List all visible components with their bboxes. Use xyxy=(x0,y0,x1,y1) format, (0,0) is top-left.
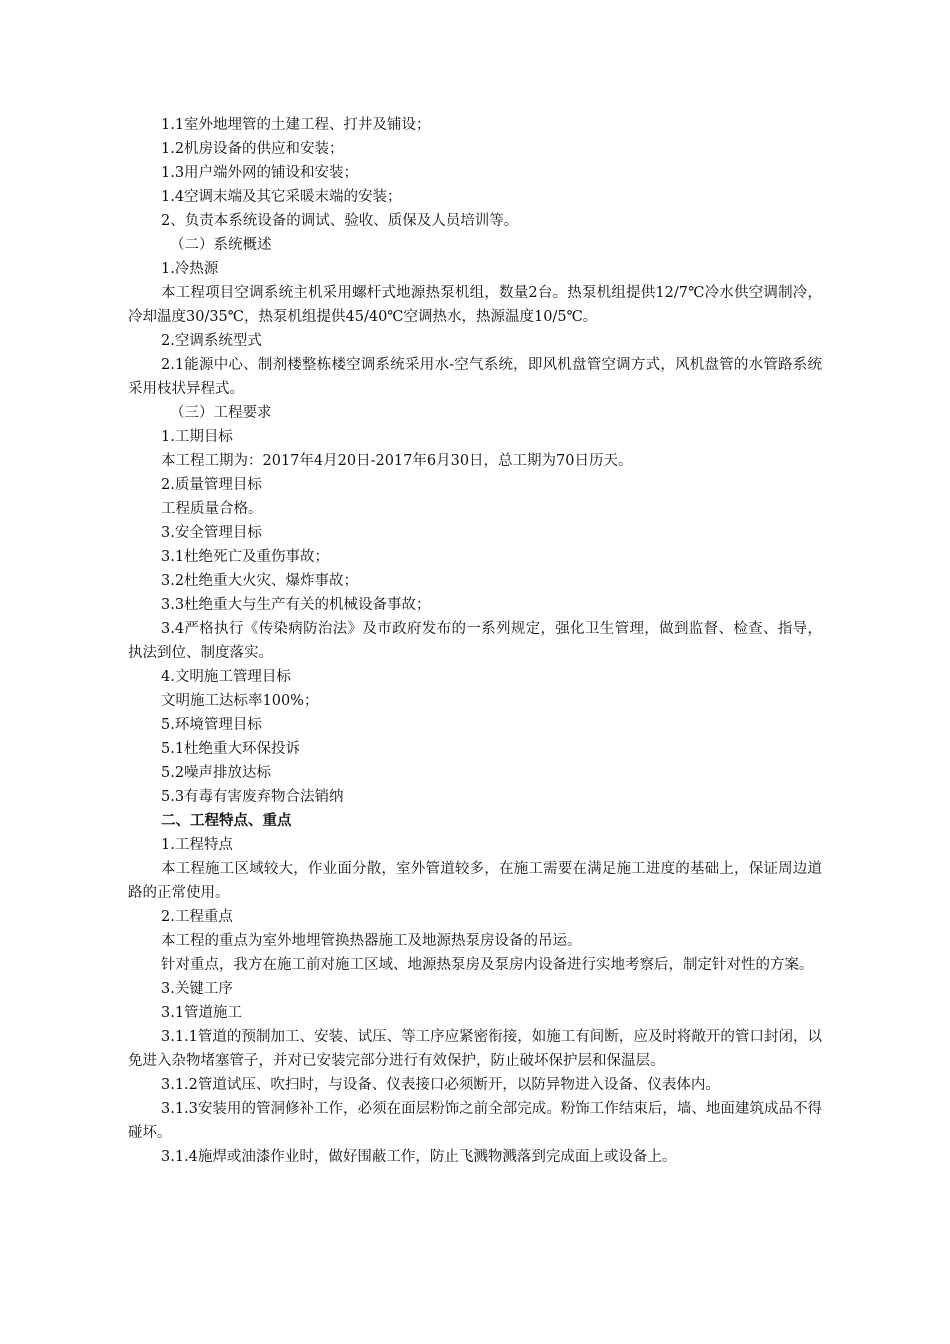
paragraph: 5.2噪声排放达标 xyxy=(161,765,272,781)
paragraph: 3.1.3安装用的管洞修补工作，必须在面层粉饰之前全部完成。粉饰工作结束后，墙、地面建筑成品不得碰坏。 xyxy=(128,1101,822,1141)
paragraph: 2、负责本系统设备的调试、验收、质保及人员培训等。 xyxy=(161,213,519,229)
section-heading: （二）系统概述 xyxy=(170,237,272,253)
paragraph: 本工程施工区域较大，作业面分散，室外管道较多，在施工需要在满足施工进度的基础上，保证周边道路的正常使用。 xyxy=(128,861,822,901)
paragraph: 2.空调系统型式 xyxy=(161,333,262,349)
paragraph: 5.环境管理目标 xyxy=(161,717,262,733)
paragraph: 文明施工达标率100%； xyxy=(161,693,319,709)
paragraph: 4.文明施工管理目标 xyxy=(161,669,291,685)
paragraph: 3.3杜绝重大与生产有关的机械设备事故； xyxy=(161,597,431,613)
chapter-heading: 二、工程特点、重点 xyxy=(161,812,292,829)
paragraph: 5.1杜绝重大环保投诉 xyxy=(161,741,301,757)
paragraph: 1.冷热源 xyxy=(161,261,219,277)
paragraph: 本工程项目空调系统主机采用螺杆式地源热泵机组，数量2台。热泵机组提供12/7℃冷水供空调制冷，冷却温度30/35℃，热泵机组提供45/40℃空调热水，热源温度10/5℃。 xyxy=(128,285,822,325)
paragraph: 3.1.1管道的预制加工、安装、试压、等工序应紧密衔接，如施工有间断，应及时将敞开的管口封闭，以免进入杂物堵塞管子，并对已安装完部分进行有效保护，防止破坏保护层和保温层。 xyxy=(128,1029,822,1069)
section-heading: （三）工程要求 xyxy=(170,405,272,421)
document-body xyxy=(128,113,822,1169)
paragraph: 2.工程重点 xyxy=(161,909,233,925)
paragraph: 本工程的重点为室外地埋管换热器施工及地源热泵房设备的吊运。 xyxy=(161,933,582,949)
paragraph: 3.1.2管道试压、吹扫时，与设备、仪表接口必须断开，以防异物进入设备、仪表体内。 xyxy=(161,1077,720,1093)
paragraph: 针对重点，我方在施工前对施工区域、地源热泵房及泵房内设备进行实地考察后，制定针对性的方案。 xyxy=(161,957,814,973)
paragraph: 2.质量管理目标 xyxy=(161,477,262,493)
paragraph: 3.1杜绝死亡及重伤事故； xyxy=(161,549,330,565)
paragraph: 1.工期目标 xyxy=(161,429,233,445)
paragraph: 5.3有毒有害废弃物合法销纳 xyxy=(161,789,344,805)
paragraph: 工程质量合格。 xyxy=(161,501,263,517)
paragraph: 2.1能源中心、制剂楼整栋楼空调系统采用水-空气系统，即风机盘管空调方式，风机盘管的水管路系统采用枝状异程式。 xyxy=(128,357,822,397)
paragraph: 1.4空调末端及其它采暖末端的安装； xyxy=(161,189,402,205)
paragraph: 3.1.4施焊或油漆作业时，做好围蔽工作，防止飞溅物溅落到完成面上或设备上。 xyxy=(161,1149,677,1165)
paragraph: 3.4严格执行《传染病防治法》及市政府发布的一系列规定，强化卫生管理，做到监督、检查、指导，执法到位、制度落实。 xyxy=(128,621,822,661)
paragraph: 本工程工期为：2017年4月20日-2017年6月30日，总工期为70日历天。 xyxy=(161,453,633,469)
paragraph: 3.关键工序 xyxy=(161,981,233,997)
paragraph: 3.1管道施工 xyxy=(161,1005,243,1021)
paragraph: 1.3用户端外网的铺设和安装； xyxy=(161,165,359,181)
paragraph: 1.1室外地埋管的土建工程、打井及铺设； xyxy=(161,117,431,133)
paragraph: 1.2机房设备的供应和安装； xyxy=(161,141,344,157)
paragraph: 3.安全管理目标 xyxy=(161,525,262,541)
paragraph: 3.2杜绝重大火灾、爆炸事故； xyxy=(161,573,359,589)
paragraph: 1.工程特点 xyxy=(161,837,233,853)
